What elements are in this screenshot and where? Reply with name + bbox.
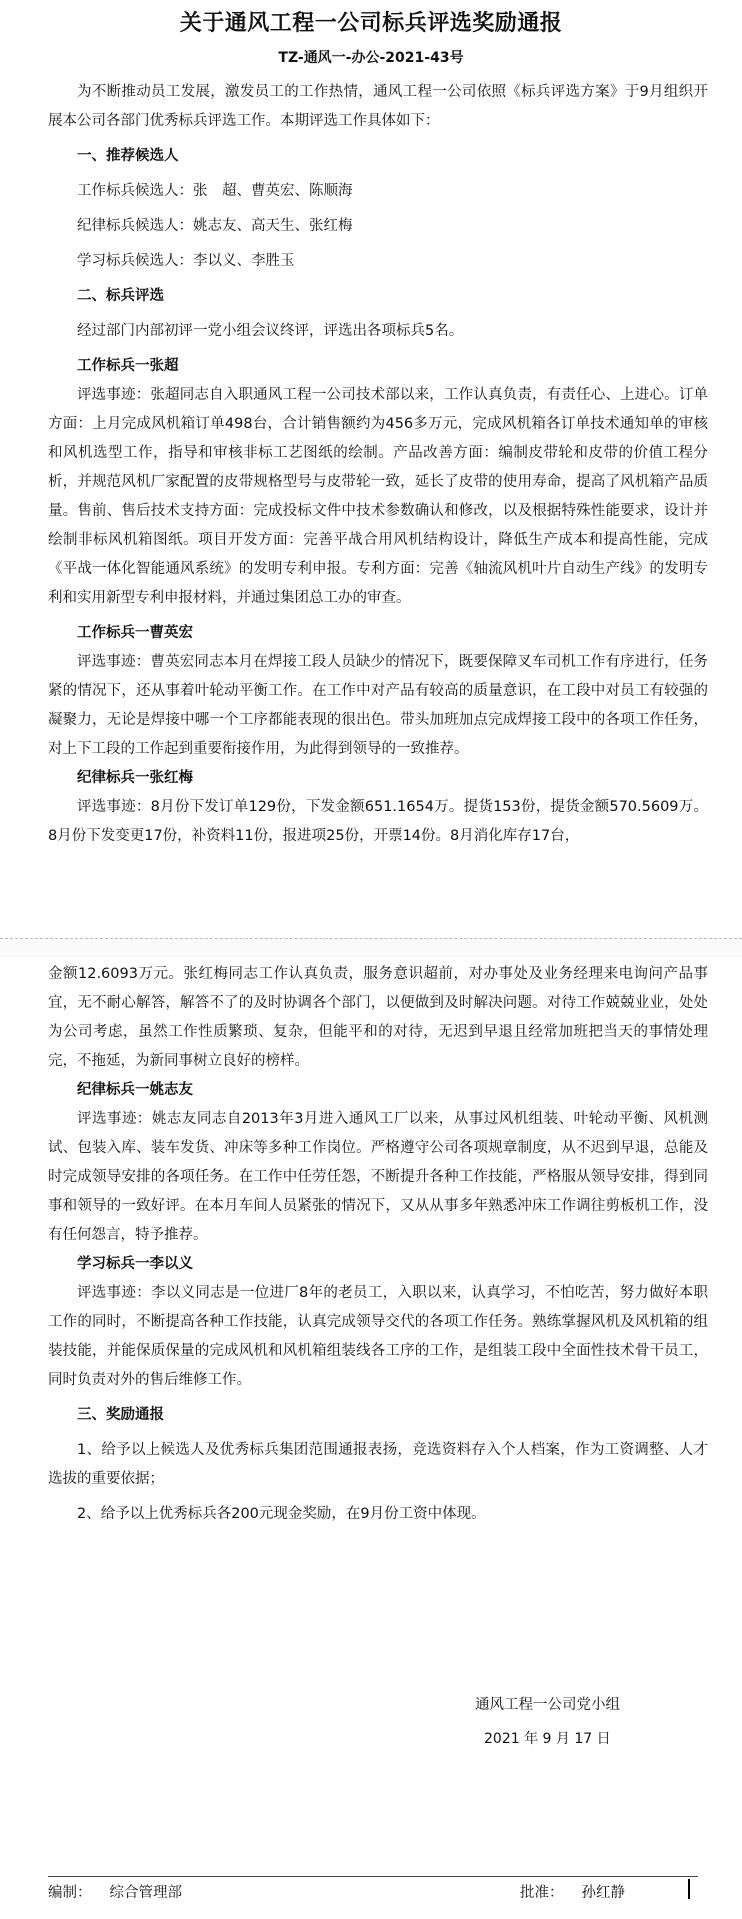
- reward-item-1: 1、给予以上候选人及优秀标兵集团范围通报表扬，竞选资料存入个人档案，作为工资调整、人才选拔的重要依据；: [48, 1442, 708, 1487]
- signature-date: 2021 年 9 月 17 日: [484, 1731, 611, 1747]
- editor-block: [48, 1881, 182, 1902]
- candidate-line-work: 工作标兵候选人：张 超、曹英宏、陈顺海: [77, 183, 353, 199]
- award-text-zhanghongmei-part2: 金额12.6093万元。张红梅同志工作认真负责，服务意识超前，对办事处及业务经理来电询问产品事宜，无不耐心解答，解答不了的及时协调各个部门，以便做到及时解决问题。对待工作兢兢业业，处处为公司考虑，虽然工作性质繁琐、复杂，但能平和的对待，无迟到早退且经常加班把当天的事情处理完，不拖延，为新同事树立良好的榜样。: [48, 966, 708, 1069]
- document-body-page2: [48, 960, 708, 1529]
- text-cursor: [688, 1879, 690, 1899]
- award-heading-zhanghongmei: 纪律标兵一张红梅: [77, 770, 193, 786]
- candidate-line-discipline: 纪律标兵候选人：姚志友、高天生、张红梅: [77, 218, 353, 234]
- award-heading-caoyinghong: 工作标兵一曹英宏: [77, 625, 193, 641]
- award-text-caoyinghong: 评选事迹：曹英宏同志本月在焊接工段人员缺少的情况下，既要保障叉车司机工作有序进行，任务紧的情况下，还从事着叶轮动平衡工作。在工作中对产品有较高的质量意识，在工段中对员工有较强的凝聚力，无论是焊接中哪一个工序都能表现的很出色。带头加班加点完成焊接工段中的各项工作任务，对上下工段的工作起到重要衔接作用，为此得到领导的一致推荐。: [48, 654, 708, 757]
- document-number: TZ-通风一-办公-2021-43号: [278, 50, 464, 66]
- candidate-line-study: 学习标兵候选人：李以义、李胜玉: [77, 253, 295, 269]
- approver-value: 孙红静: [581, 1885, 625, 1901]
- editor-label: 编制：: [48, 1885, 92, 1901]
- award-heading-zhangchao: 工作标兵一张超: [77, 358, 179, 374]
- award-heading-liyiyi: 学习标兵一李以义: [77, 1256, 193, 1272]
- signature-organization: 通风工程一公司党小组: [475, 1697, 620, 1713]
- award-text-zhanghongmei-part1: 评选事迹：8月份下发订单129份，下发金额651.1654万。提货153份，提货金额570.5609万。8月份下发变更17份，补资料11份，报进项25份，开票14份。8月消化库存17台，: [48, 799, 708, 844]
- reward-item-2: 2、给予以上优秀标兵各200元现金奖励，在9月份工资中体现。: [77, 1506, 486, 1522]
- award-text-liyiyi: 评选事迹：李以义同志是一位进厂8年的老员工，入职以来，认真学习，不怕吃苦，努力做好本职工作的同时，不断提高各种工作技能，认真完成领导交代的各项工作任务。熟练掌握风机及风机箱的组装技能，并能保质保量的完成风机和风机箱组装线各工序的工作，是组装工段中全面性技术骨干员工，同时负责对外的售后维修工作。: [48, 1285, 708, 1388]
- intro-paragraph: 为不断推动员工发展，激发员工的工作热情，通风工程一公司依照《标兵评选方案》于9月组织开展本公司各部门优秀标兵评选工作。本期评选工作具体如下：: [48, 84, 708, 129]
- award-text-yaozhiyou: 评选事迹：姚志友同志自2013年3月进入通风工厂以来，从事过风机组装、叶轮动平衡、风机测试、包装入库、装车发货、冲床等多种工作岗位。严格遵守公司各项规章制度，从不迟到早退，总能及时完成领导安排的各项任务。在工作中任劳任怨，不断提升各种工作技能，严格服从领导安排，得到同事和领导的一致好评。在本月车间人员紧张的情况下，又从从事多年熟悉冲床工作调往剪板机工作，没有任何怨言，特予推荐。: [48, 1111, 708, 1243]
- document-body-page1: [48, 78, 708, 851]
- section-heading-selection: 二、标兵评选: [77, 288, 164, 304]
- page-break: [0, 938, 742, 957]
- award-text-zhangchao: 评选事迹：张超同志自入职通风工程一公司技术部以来，工作认真负责，有责任心、上进心。订单方面：上月完成风机箱订单498台，合计销售额约为456多万元，完成风机箱各订单技术通知单的审核和风机选型工作，指导和审核非标工艺图纸的绘制。产品改善方面：编制皮带轮和皮带的价值工程分析，并规范风机厂家配置的皮带规格型号与皮带轮一致，延长了皮带的使用寿命，提高了风机箱产品质量。售前、售后技术支持方面：完成投标文件中技术参数确认和修改，以及根据特殊性能要求，设计并绘制非标风机箱图纸。项目开发方面：完善平战合用风机结构设计，降低生产成本和提高性能，完成《平战一体化智能通风系统》的发明专利申报。专利方面：完善《轴流风机叶片自动生产线》的发明专利和实用新型专利申报材料，并通过集团总工办的审查。: [48, 387, 708, 606]
- approver-block: [520, 1881, 625, 1902]
- document-title: 关于通风工程一公司标兵评选奖励通报: [179, 11, 563, 36]
- approver-label: 批准：: [520, 1885, 564, 1901]
- document-footer: [48, 1876, 698, 1901]
- editor-value: 综合管理部: [109, 1885, 182, 1901]
- section-heading-rewards: 三、奖励通报: [77, 1407, 164, 1423]
- selection-summary: 经过部门内部初评一党小组会议终评，评选出各项标兵5名。: [77, 323, 464, 339]
- section-heading-candidates: 一、推荐候选人: [77, 148, 179, 164]
- award-heading-yaozhiyou: 纪律标兵一姚志友: [77, 1082, 193, 1098]
